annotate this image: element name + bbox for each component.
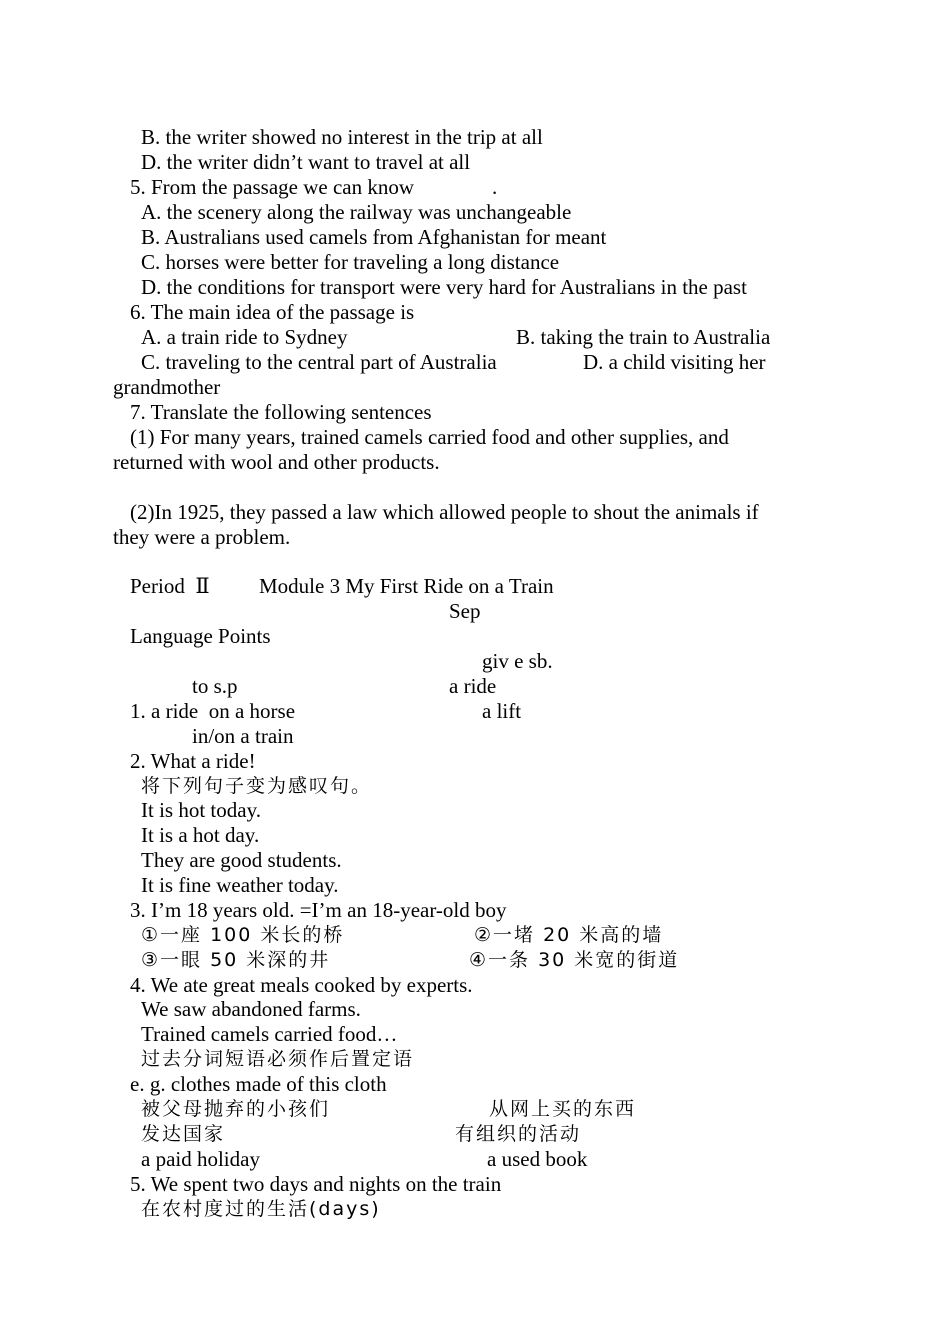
point4-example-6: a used book	[487, 1147, 588, 1171]
q5-blank-end: .	[492, 175, 498, 199]
point4-example-eg: e. g. clothes made of this cloth	[130, 1072, 387, 1096]
point2-sentence-4: It is fine weather today.	[141, 873, 339, 897]
point2-sentence-1: It is hot today.	[141, 798, 261, 822]
q6-question: 6. The main idea of the passage is	[130, 300, 415, 324]
q7-sentence-2-line-1: (2)In 1925, they passed a law which allowed people to shout the animals if	[130, 500, 759, 524]
q6-option-d: D. a child visiting her	[583, 350, 766, 374]
q4-option-d: D. the writer didn’t want to travel at all	[141, 150, 471, 174]
module-title: Module 3 My First Ride on a Train	[259, 574, 554, 598]
q6-option-d-continued: grandmother	[113, 375, 221, 399]
point2-main: 2. What a ride!	[130, 749, 256, 773]
q4-option-b: B. the writer showed no interest in the trip at all	[141, 125, 543, 149]
q7-question: 7. Translate the following sentences	[130, 400, 432, 424]
q5-question: 5. From the passage we can know	[130, 175, 415, 199]
point1-a-lift: a lift	[482, 699, 522, 723]
point5-example-1: 在农村度过的生活(days)	[141, 1198, 381, 1220]
period-label: Period Ⅱ	[130, 574, 210, 598]
q5-option-d: D. the conditions for transport were very hard for Australians in the past	[141, 275, 747, 299]
point4-example-2: 从网上买的东西	[489, 1098, 637, 1120]
point4-rule: 过去分词短语必须作后置定语	[141, 1048, 415, 1070]
point4-sentence-1: We saw abandoned farms.	[141, 997, 361, 1021]
point1-a-ride: a ride	[449, 674, 497, 698]
q7-sentence-1-line-2: returned with wool and other products.	[113, 450, 440, 474]
q6-option-b: B. taking the train to Australia	[516, 325, 771, 349]
q5-option-a: A. the scenery along the railway was unchangeable	[141, 200, 572, 224]
point2-sentence-2: It is a hot day.	[141, 823, 260, 847]
q6-option-c: C. traveling to the central part of Australia	[141, 350, 497, 374]
point1-main: 1. a ride on a horse	[130, 699, 296, 723]
q7-sentence-2-line-2: they were a problem.	[113, 525, 291, 549]
q5-option-b: B. Australians used camels from Afghanistan for meant	[141, 225, 607, 249]
point4-example-1: 被父母抛弃的小孩们	[141, 1098, 331, 1120]
point3-example-3: ③一眼 50 米深的井	[141, 949, 331, 971]
point4-example-5: a paid holiday	[141, 1147, 260, 1171]
q7-sentence-1-line-1: (1) For many years, trained camels carried food and other supplies, and	[130, 425, 729, 449]
date-sep: Sep	[449, 599, 481, 623]
point4-example-3: 发达国家	[141, 1123, 226, 1145]
language-points-heading: Language Points	[130, 624, 271, 648]
point2-instruction: 将下列句子变为感叹句。	[141, 775, 373, 797]
point3-example-2: ②一堵 20 米高的墙	[474, 924, 664, 946]
point2-sentence-3: They are good students.	[141, 848, 342, 872]
q6-option-a: A. a train ride to Sydney	[141, 325, 348, 349]
point4-sentence-2: Trained camels carried food…	[141, 1022, 398, 1046]
point3-main: 3. I’m 18 years old. =I’m an 18-year-old boy	[130, 898, 507, 922]
point4-main: 4. We ate great meals cooked by experts.	[130, 973, 473, 997]
point5-main: 5. We spent two days and nights on the train	[130, 1172, 502, 1196]
point3-example-4: ④一条 30 米宽的街道	[469, 949, 680, 971]
point3-example-1: ①一座 100 米长的桥	[141, 924, 345, 946]
point1-to-sp: to s.p	[192, 674, 238, 698]
point1-give: giv e sb.	[482, 649, 553, 673]
point4-example-4: 有组织的活动	[455, 1123, 582, 1145]
point1-in-on-train: in/on a train	[192, 724, 294, 748]
q5-option-c: C. horses were better for traveling a long distance	[141, 250, 560, 274]
